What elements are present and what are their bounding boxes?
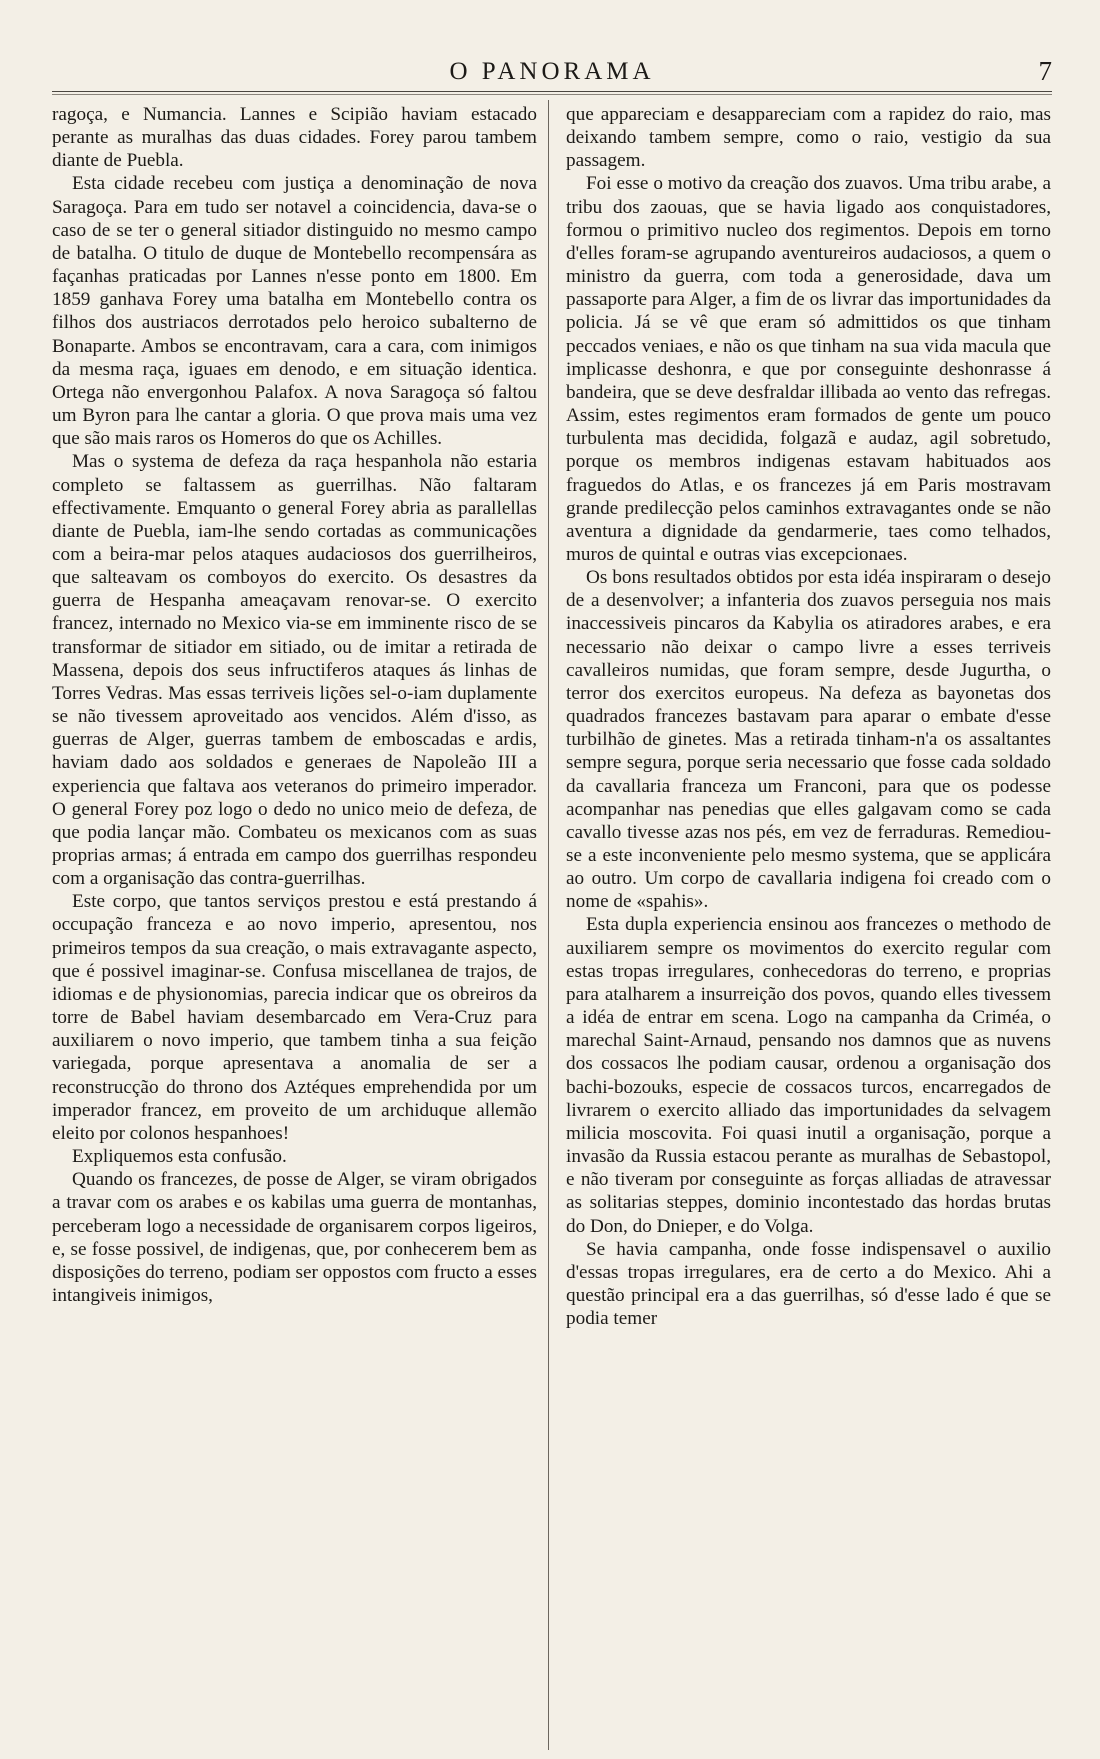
paragraph: Expliquemos esta confusão. bbox=[72, 1146, 287, 1168]
paragraph: Esta dupla experiencia ensinou aos francezes o methodo de auxiliarem sempre os movimentos do exercito regular com estas tropas irregulares, conhecedoras do terreno, e proprias para atalharem a insurreição dos povos, quando elles tivessem a idéa de entrar em scena. Logo na campanha da Criméa, o marechal Saint-Arnaud, pensando nos damnos que as nuvens dos cossacos lhe podiam causar, ordenou a organisação dos bachi-bozouks, especie de cossacos turcos, encarregados de livrarem o exercito alliado das importunidades da selvagem milicia moscovita. Foi quasi inutil a organisação, porque a invasão da Russia estacou perante as muralhas de Sebastopol, e não tiveram por conseguinte as forças alliadas de atravessar as solitarias steppes, dominio incontestado das hordas brutas do Don, do Dnieper, e do Volga. bbox=[566, 914, 1051, 1237]
right-column bbox=[566, 103, 1051, 1743]
paragraph: Esta cidade recebeu com justiça a denominação de nova Saragoça. Para em tudo ser notavel a coincidencia, dava-se o caso de se ter o general sitiador distinguido no mesmo campo de batalha. O titulo de duque de Montebello recompensára as façanhas praticadas por Lannes n'esse ponto em 1800. Em 1859 ganhava Forey uma batalha em Montebello contra os filhos dos austriacos derrotados pelo heroico subalterno de Bonaparte. Ambos se encontravam, cara a cara, com inimigos da mesma raça, iguaes em denodo, e em situação identica. Ortega não envergonhou Palafox. A nova Saragoça só faltou um Byron para lhe cantar a gloria. O que prova mais uma vez que são mais raros os Homeros do que os Achilles. bbox=[52, 173, 537, 450]
paragraph: Mas o systema de defeza da raça hespanhola não estaria completo se faltassem as guerrilhas. Não faltaram effectivamente. Emquanto o general Forey abria as parallellas diante de Puebla, iam-lhe sendo cortadas as communicações com a beira-mar pelos ataques audaciosos dos guerrilheiros, que salteavam os comboyos do exercito. Os desastres da guerra de Hespanha ameaçavam renovar-se. O exercito francez, internado no Mexico via-se em imminente risco de se transformar de sitiador em sitiado, ou de imitar a retirada de Massena, depois dos seus infructiferos ataques ás linhas de Torres Vedras. Mas essas terriveis lições sel-o-iam duplamente se não tivessem aproveitado aos vencidos. Além d'isso, as guerras de Alger, guerras tambem de emboscadas e ardis, haviam dado aos soldados e generaes de Napoleão III a experiencia que faltava aos veteranos do primeiro imperador. O general Forey poz logo o dedo no unico meio de defeza, de que podia lançar mão. Combateu os mexicanos com as suas proprias armas; á entrada em campo dos guerrilhas respondeu com a organisação das contra-guerrilhas. bbox=[52, 451, 537, 890]
paragraph: que appareciam e desappareciam com a rapidez do raio, mas deixando tambem sempre, como o raio, vestigio da sua passagem. bbox=[566, 104, 1051, 172]
paragraph: Foi esse o motivo da creação dos zuavos. Uma tribu arabe, a tribu dos zaouas, que se havia ligado aos conquistadores, formou o primitivo nucleo dos regimentos. Depois em torno d'elles foram-se agrupando aventureiros audaciosos, a quem o ministro da guerra, com toda a generosidade, dava um passaporte para Alger, a fim de os livrar das importunidades da policia. Já se vê que eram só admittidos os que tinham peccados veniaes, e não os que tinham na sua vida macula que implicasse deshonra, e que por conseguinte deshonrasse á bandeira, que se deve desfraldar illibada ao vento das refregas. Assim, estes regimentos eram formados de gente um pouco turbulenta mas decidida, folgazã e audaz, agil sobretudo, porque os membros indigenas estavam habituados aos fraguedos do Atlas, e os francezes já em Paris mostravam grande predilecção pelos caminhos extravagantes onde se não aventura a dignidade da gendarmerie, taes como telhados, muros de quintal e outras vias excepcionaes. bbox=[566, 173, 1051, 565]
paragraph: Se havia campanha, onde fosse indispensavel o auxilio d'essas tropas irregulares, era de certo a do Mexico. Ahi a questão principal era a das guerrilhas, só d'esse lado é que se podia temer bbox=[566, 1238, 1051, 1330]
page-header bbox=[52, 58, 1052, 92]
header-rule-secondary bbox=[52, 94, 1052, 95]
paragraph: Os bons resultados obtidos por esta idéa inspiraram o desejo de a desenvolver; a infanteria dos zuavos perseguia nos mais inaccessiveis pincaros da Kabylia os atiradores arabes, e era necessario não deixar o campo livre a esses terriveis cavalleiros numidas, que foram sempre, desde Jugurtha, o terror dos exercitos europeus. Na defeza as bayonetas dos quadrados francezes bastavam para aparar o embate d'esse turbilhão de ginetes. Mas a retirada tinham-n'a os assaltantes sempre segura, porque seria necessario que fosse cada soldado da cavallaria franceza um Franconi, para que os podesse acompanhar nas penedias que elles galgavam como se cada cavallo tivesse azas nos pés, em vez de ferraduras. Remediou-se a este inconveniente pelo mesmo systema, que se applicára ao outro. Um corpo de cavallaria indigena foi creado com o nome de «spahis». bbox=[566, 567, 1051, 913]
masthead-title: O PANORAMA bbox=[449, 58, 655, 85]
paragraph: ragoça, e Numancia. Lannes e Scipião haviam estacado perante as muralhas das duas cidades. Forey parou tambem diante de Puebla. bbox=[52, 104, 537, 172]
page-number: 7 bbox=[1038, 56, 1052, 86]
paragraph: Este corpo, que tantos serviços prestou e está prestando á occupação franceza e ao novo imperio, apresentou, nos primeiros tempos da sua creação, o mais extravagante aspecto, que é possivel imaginar-se. Confusa miscellanea de trajos, de idiomas e de physionomias, parecia indicar que os obreiros da torre de Babel haviam desembarcado em Vera-Cruz para auxiliarem o novo imperio, que tambem tinha a sua feição variegada, porque apresentava a anomalia de ser a reconstrucção do throno dos Aztéques emprehendida por um imperador francez, em proveito de um archiduque allemão eleito por colonos hespanhoes! bbox=[52, 891, 537, 1144]
paragraph: Quando os francezes, de posse de Alger, se viram obrigados a travar com os arabes e os kabilas uma guerra de montanhas, perceberam logo a necessidade de organisarem corpos ligeiros, e, se fosse possivel, de indigenas, que, por conhecerem bem as disposições do terreno, podiam ser oppostos com fructo a esses intangiveis inimigos, bbox=[52, 1169, 537, 1306]
left-column bbox=[52, 103, 537, 1743]
header-rule bbox=[52, 91, 1052, 92]
column-divider bbox=[548, 100, 549, 1750]
